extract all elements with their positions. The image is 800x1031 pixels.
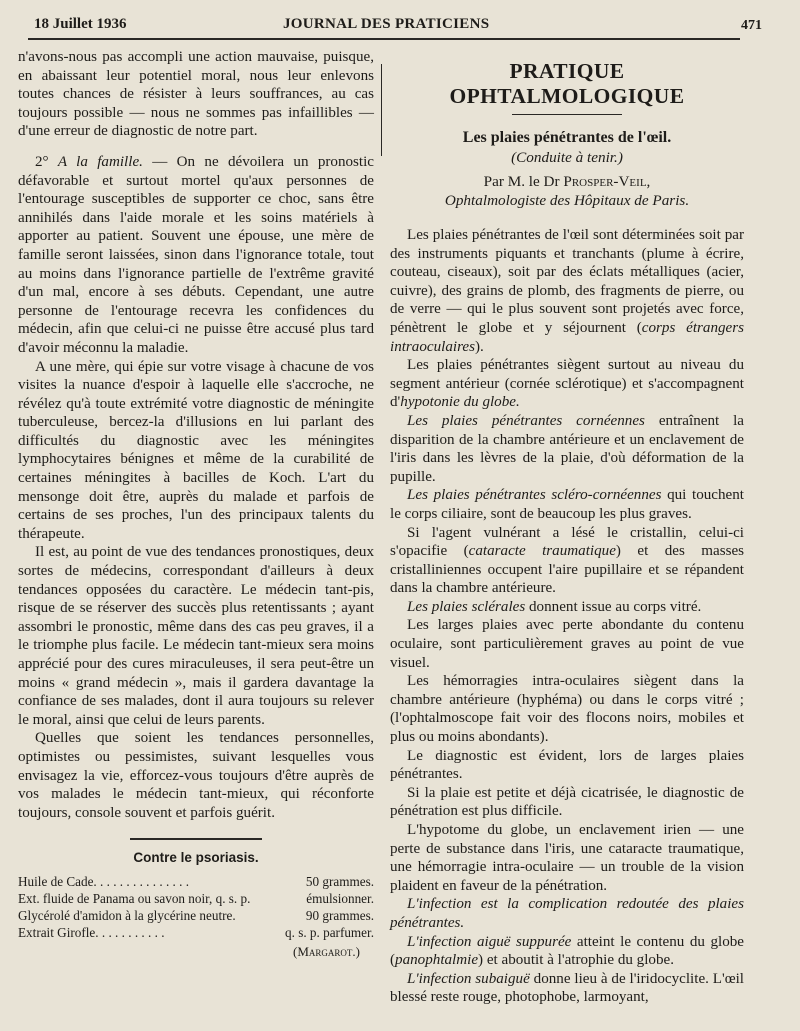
section-title: PRATIQUE OPHTALMOLOGIQUE xyxy=(449,59,685,108)
header-rule xyxy=(28,38,740,40)
paragraph: Les plaies pénétrantes scléro-cornéennes qui touchent le corps ciliaire, sont de beaucoup les plus graves. xyxy=(390,487,744,522)
title-rule xyxy=(512,114,622,115)
recipe-source: (Margarot.) xyxy=(293,944,360,960)
paragraph: Les plaies pénétrantes siègent surtout au niveau du segment antérieur (cornée sclérotique) et s'accompagnent d'hypotonie du globe. xyxy=(390,357,744,411)
italic-heading: A la famille. xyxy=(57,153,143,170)
paragraph: A une mère, qui épie sur votre visage à chacune de vos visites la nuance d'espoir à laquelle elle s'accroche, ne révélez qu'à toute extrémité votre diagnostic de méningite tuberculeuse, bercez-la d'illusions en lui parlant des difficultés du diagnostic avec les méningites lymphocytaires bénignes et même de la curabilité de certaines méningites à bacilles de Koch. L'art du mensonge doit être, auprès du malade et parfois de certains de ses proches, l'un des principaux talents du thérapeute. xyxy=(18,358,374,542)
recipe-title: Contre le psoriasis. xyxy=(133,850,259,866)
author-affiliation: Ophtalmologiste des Hôpitaux de Paris. xyxy=(444,192,690,209)
recipe-list xyxy=(18,873,374,941)
recipe-line: Extrait Girofle. . . . . . . . . . . q. s. p. parfumer. xyxy=(18,925,374,941)
paragraph: Il est, au point de vue des tendances pronostiques, deux sortes de médecins, correspondant d'ailleurs à deux tendances opposées du caractère. Le médecin tant-pis, risque de se réserver des succès plus retentissants ; ayant assombri le pronostic, même dans des cas peu graves, il a le triomphe plus facile. Le médecin tant-mieux sera moins apprécié pour des cures miraculeuses, il sera peut-être un moins « grand médecin », mais il gardera davantage la confiance de ses malades, dont il aura toujours su relever le moral, ainsi que celui de leurs parents. xyxy=(18,544,374,728)
left-column xyxy=(18,48,374,960)
column-divider xyxy=(381,64,382,156)
paragraph: n'avons-nous pas accompli une action mauvaise, puisque, en abaissant leur potentiel moral, nous leur enlevons toutes chances de résister à leurs souffrances, au cas toujours possible — nous ne sommes pas infaillibles — d'une erreur de diagnostic de notre part. xyxy=(18,49,374,140)
paragraph: Les hémorragies intra-oculaires siègent dans la chambre antérieure (hyphéma) ou dans le corps vitré ; (l'ophtalmoscope fait voir des flocons noirs, mobiles et plus ou moins abondants). xyxy=(390,673,744,746)
paragraph: L'hypotome du globe, un enclavement irien — une perte de substance dans l'iris, une cataracte traumatique, une hémorragie intra-oculaire — un trouble de la vision plaident en faveur de la pénétration. xyxy=(390,822,744,894)
paragraph: Les plaies pénétrantes cornéennes entraînent la disparition de la chambre antérieure et un enclavement de l'iris dans les lèvres de la plaie, d'où déformation de la pupille. xyxy=(390,412,744,485)
journal-title: JOURNAL DES PRATICIENS xyxy=(283,16,490,32)
paragraph: Si la plaie est petite et déjà cicatrisée, le diagnostic de pénétration est plus difficile. xyxy=(390,784,744,820)
paragraph: L'infection est la complication redoutée des plaies pénétrantes. xyxy=(390,896,744,931)
right-column xyxy=(390,48,744,1007)
paragraph: Le diagnostic est évident, lors de larges plaies pénétrantes. xyxy=(390,747,744,783)
recipe-rule xyxy=(130,838,262,840)
paragraph: Les plaies pénétrantes de l'œil sont déterminées soit par des instruments piquants et tranchants (plume à écrire, couteau, ciseaux), soit par des éclats métalliques (acier, cuivre), des grains de plomb, des fragments de pierre, ou de verre — qui le plus souvent sont projetés avec force, pénètrent le globe et y séjournent (corps étrangers intraoculaires). xyxy=(390,227,745,355)
recipe-line: Ext. fluide de Panama ou savon noir, q. s. p. émulsionner. xyxy=(18,891,374,907)
recipe-line: Huile de Cade. . . . . . . . . . . . . . . 50 grammes. xyxy=(18,874,374,890)
paragraph: Quelles que soient les tendances personnelles, optimistes ou pessimistes, suivant lesquelles vous envisagez la vie, efforcez-vous toujours d'être auprès de vos malades le médecin tant-mieux, qui réconforte toujours, console souvent et parfois guérit. xyxy=(18,730,374,821)
paragraph: Si l'agent vulnérant a lésé le cristallin, celui-ci s'opacifie (cataracte traumatique) et des masses cristalliniennes occupent l'aire pupillaire et se répandent dans la chambre antérieure. xyxy=(390,524,745,597)
article-author: Par M. le Dr Prosper-Veil, xyxy=(483,173,651,190)
paragraph: L'infection aiguë suppurée atteint le contenu du globe (panophtalmie) et aboutit à l'atrophie du globe. xyxy=(390,933,744,969)
issue-date: 18 Juillet 1936 xyxy=(34,16,127,32)
page-number: 471 xyxy=(741,18,762,33)
article-subtitle: (Conduite à tenir.) xyxy=(511,149,623,166)
article-title: Les plaies pénétrantes de l'œil. xyxy=(462,129,672,146)
running-header xyxy=(28,14,768,36)
paragraph-family: 2° A la famille. — On ne dévoilera un pronostic défavorable et surtout mortel qu'aux personnes de l'entourage susceptibles de supporter ce choc, sans être annihilés dans l'aide morale et les soins matériels à apporter au patient. Souvent une épouse, une mère de famille seront laissées, sinon dans l'ignorance totale, tout au moins dans l'ignorance partielle de l'extrême gravité d'un mal, encore à ses débuts. Cependant, une autre personne de l'entourage recevra les confidences du médecin, afin que celui-ci ne puisse être accusé plus tard d'avoir méconnu la maladie. xyxy=(18,153,374,356)
paragraph: Les larges plaies avec perte abondante du contenu oculaire, sont particulièrement graves au point de vue visuel. xyxy=(390,617,744,671)
paragraph: L'infection subaiguë donne lieu à de l'iridocyclite. L'œil blessé reste rouge, photophobe, larmoyant, xyxy=(390,970,744,1006)
recipe-line: Glycérolé d'amidon à la glycérine neutre. 90 grammes. xyxy=(18,908,374,924)
paragraph: Les plaies sclérales donnent issue au corps vitré. xyxy=(407,598,702,615)
